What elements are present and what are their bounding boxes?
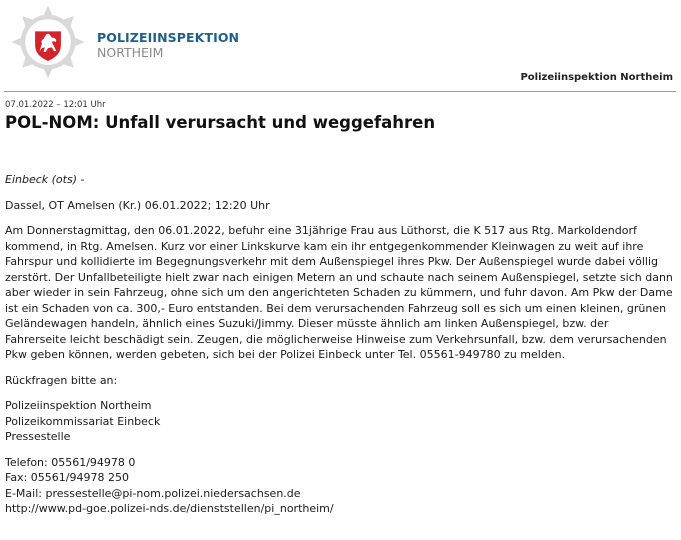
publish-datetime: 07.01.2022 – 12:01 Uhr xyxy=(5,100,106,110)
contact-phone: Telefon: 05561/94978 0 xyxy=(5,455,136,469)
dateline-location: Einbeck (ots) xyxy=(5,173,77,186)
questions-label: Rückfragen bitte an: xyxy=(5,373,118,387)
page-header xyxy=(0,0,681,92)
article-body xyxy=(5,172,673,517)
dateline xyxy=(5,172,673,188)
contact-website[interactable]: http://www.pd-goe.polizei-nds.de/dienststellen/pi_northeim/ xyxy=(5,502,334,515)
contact-org: Polizeiinspektion Northeim xyxy=(5,399,152,412)
contact-suborg: Polizeikommissariat Einbeck xyxy=(5,414,161,428)
article-title: POL-NOM: Unfall verursacht und weggefahren xyxy=(5,113,436,132)
contact-block xyxy=(5,398,673,517)
brand-line-primary: POLIZEIINSPEKTION xyxy=(97,30,240,45)
dateline-separator: - xyxy=(77,173,85,186)
site-name[interactable]: Polizeiinspektion Northeim xyxy=(520,72,673,83)
police-star-lower-saxony-horse-icon[interactable] xyxy=(10,4,86,80)
contact-email[interactable]: E-Mail: pressestelle@pi-nom.polizei.niedersachsen.de xyxy=(5,486,301,500)
contact-department: Pressestelle xyxy=(5,430,71,443)
location-time: Dassel, OT Amelsen (Kr.) 06.01.2022; 12:20 Uhr xyxy=(5,198,270,212)
contact-spacer xyxy=(5,445,673,455)
header-divider xyxy=(4,91,676,92)
brand-wordmark[interactable] xyxy=(97,30,239,60)
body-paragraph: Am Donnerstagmittag, den 06.01.2022, befuhr eine 31jährige Frau aus Lüthorst, die K 517 aus Rtg. Markoldendorf kommend, in Rtg. Amelsen. Kurz vor einer Linkskurve kam ein ihr entgegenkommender Kleinwagen zu weit auf ihre Fahrspur und kollidierte im Begegnungsverkehr mit dem Außenspiegel ihres Pkw. Der Außenspiegel wurde dabei völlig zerstört. Der Unfallbeteiligte hielt zwar nach einigen Metern an und schaute nach seinem Außenspiegel, setzte sich dann aber wieder in sein Fahrzeug, ohne sich um den angerichteten Schaden zu kümmern, und fuhr davon. Am Pkw der Dame ist ein Schaden von ca. 300,- Euro entstanden. Bei dem verursachenden Fahrzeug soll es sich um einen kleinen, grünen Geländewagen handeln, ähnlich eines Suzuki/Jimmy. Dieser müsste ähnlich am linken Außenspiegel, bzw. der Fahrerseite leicht beschädigt sein. Zeugen, die möglicherweise Hinweise zum Verkehrsunfall, bzw. dem verursachenden Pkw geben können, werden gebeten, sich bei der Polizei Einbeck unter Tel. 05561-949780 zu melden. xyxy=(5,224,673,361)
brand-line-secondary: NORTHEIM xyxy=(97,45,164,60)
contact-fax: Fax: 05561/94978 250 xyxy=(5,471,129,484)
